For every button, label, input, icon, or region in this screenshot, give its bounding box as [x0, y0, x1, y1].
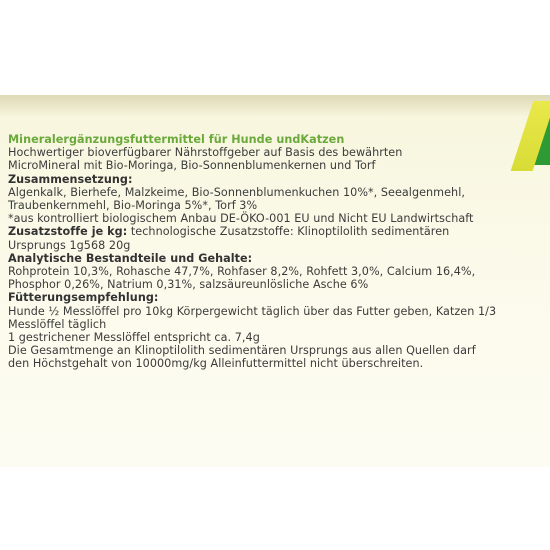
analytical-heading: Analytische Bestandteile und Gehalte:	[8, 251, 253, 265]
feeding-heading: Fütterungsempfehlung:	[8, 291, 159, 305]
analytical-line: Rohprotein 10,3%, Rohasche 47,7%, Rohfaser 8,2%, Rohfett 3,0%, Calcium 16,4%,	[8, 265, 476, 279]
intro-line: MicroMineral mit Bio-Moringa, Bio-Sonnenblumenkernen und Torf	[8, 159, 376, 173]
intro-line: Hochwertiger bioverfügbarer Nährstoffgeber auf Basis des bewährten	[8, 146, 403, 160]
composition-line: Traubenkernmehl, Bio-Moringa 5%*, Torf 3%	[8, 199, 258, 213]
analytical-line: Phosphor 0,26%, Natrium 0,31%, salzsäureunlösliche Asche 6%	[8, 278, 369, 292]
feeding-line: Messlöffel täglich	[8, 317, 107, 331]
composition-heading: Zusammensetzung:	[8, 172, 133, 186]
additives-heading: Zusatzstoffe je kg:	[8, 225, 128, 239]
feeding-line: den Höchstgehalt von 10000mg/kg Alleinfuttermittel nicht überschreiten.	[8, 357, 424, 371]
composition-line: Algenkalk, Bierhefe, Malzkeime, Bio-Sonnenblumenkuchen 10%*, Seealgenmehl,	[8, 185, 465, 199]
label-text	[8, 133, 544, 371]
label-title: Mineralergänzungsfuttermittel für Hunde undKatzen	[8, 133, 345, 146]
feeding-line: Hunde ½ Messlöffel pro 10kg Körpergewicht täglich über das Futter geben, Katzen 1/3	[8, 304, 497, 318]
additives-text: technologische Zusatzstoffe: Klinoptilolith sedimentären	[127, 225, 450, 239]
feeding-line: 1 gestrichener Messlöffel entspricht ca. 7,4g	[8, 331, 260, 345]
composition-footnote: *aus kontrolliert biologischem Anbau DE-ÖKO-001 EU und Nicht EU Landwirtschaft	[8, 212, 474, 226]
label-edge-shadow	[0, 95, 550, 117]
additives-line	[8, 225, 544, 238]
additives-cont: Ursprungs 1g568 20g	[8, 238, 131, 252]
feeding-line: Die Gesamtmenge an Klinoptilolith sedimentären Ursprungs aus allen Quellen darf	[8, 344, 476, 358]
